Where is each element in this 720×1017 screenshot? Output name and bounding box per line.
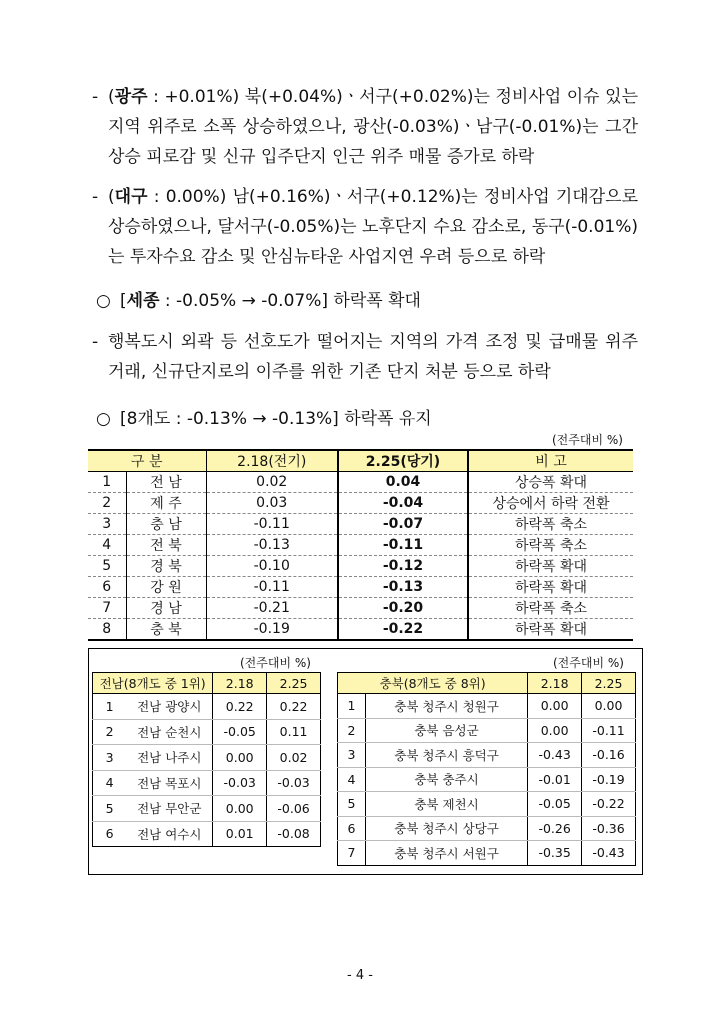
table-row xyxy=(93,796,321,822)
curr-value: 0.00 xyxy=(582,694,636,719)
prev-value: -0.19 xyxy=(206,619,338,641)
table-row xyxy=(93,719,321,745)
table-row xyxy=(338,694,636,719)
prev-value: -0.35 xyxy=(528,841,582,866)
prev-value: -0.11 xyxy=(206,577,338,598)
header-prev: 2.18 xyxy=(213,673,267,694)
prev-value: -0.05 xyxy=(213,719,267,745)
region-name: 전남 광양시 xyxy=(126,694,212,720)
region-label-gwangju: 광주 xyxy=(114,87,148,107)
chungbuk-table xyxy=(337,672,636,866)
row-number: 8 xyxy=(88,619,126,641)
region-label-sejong: 세종 xyxy=(126,291,160,311)
eight-provinces-table xyxy=(88,449,633,641)
curr-value: -0.22 xyxy=(338,619,468,641)
prev-value: -0.21 xyxy=(206,598,338,619)
table-header-row xyxy=(93,673,321,694)
curr-value: -0.11 xyxy=(582,718,636,743)
prev-value: 0.00 xyxy=(528,694,582,719)
prev-value: -0.13 xyxy=(206,535,338,556)
prev-value: 0.02 xyxy=(206,472,338,493)
region-name: 경 북 xyxy=(126,556,206,577)
row-number: 1 xyxy=(93,694,127,720)
region-name: 전 남 xyxy=(126,472,206,493)
curr-value: -0.43 xyxy=(582,841,636,866)
row-number: 6 xyxy=(93,821,127,847)
prev-value: -0.10 xyxy=(206,556,338,577)
note: 하락폭 확대 xyxy=(468,619,633,641)
curr-value: 0.11 xyxy=(267,719,321,745)
table-row xyxy=(338,743,636,768)
note: 상승폭 확대 xyxy=(468,472,633,493)
gwangju-text: : +0.01%) 북(+0.04%)ㆍ서구(+0.02%)는 정비사업 이슈 있는 지역 위주로 소폭 상승하였으나, 광산(-0.03%)ㆍ남구(-0.01%)는 그간 상승 피로감 및 신규 입주단지 인근 위주 매물 증가로 하락 xyxy=(108,87,638,167)
curr-value: -0.04 xyxy=(338,493,468,514)
daegu-text: : 0.00%) 남(+0.16%)ㆍ서구(+0.12%)는 정비사업 기대감으로 상승하였으나, 달서구(-0.05%)는 노후단지 수요 감소로, 동구(-0.01%)는 투자수요 감소 및 안심뉴타운 사업지연 우려 등으로 하락 xyxy=(108,187,638,267)
curr-value: -0.20 xyxy=(338,598,468,619)
eight-provinces-line: [8개도 : -0.13% → -0.13%] 하락폭 유지 xyxy=(120,409,432,429)
curr-value: 0.04 xyxy=(338,472,468,493)
header-curr: 2.25(당기) xyxy=(338,450,468,472)
row-number: 3 xyxy=(338,743,366,768)
table-row xyxy=(88,493,633,514)
sejong-detail-text: 행복도시 외곽 등 선호도가 떨어지는 지역의 가격 조정 및 급매물 위주 거래, 신규단지로의 이주를 위한 기존 단지 처분 등으로 하락 xyxy=(108,332,638,382)
prev-value: -0.26 xyxy=(528,816,582,841)
note: 하락폭 확대 xyxy=(468,556,633,577)
prev-value: -0.01 xyxy=(528,767,582,792)
header-region: 충북(8개도 중 8위) xyxy=(338,673,528,694)
region-name: 충북 청주시 청원구 xyxy=(365,694,527,719)
table-row xyxy=(88,472,633,493)
curr-value: 0.22 xyxy=(267,694,321,720)
row-number: 5 xyxy=(93,796,127,822)
dash-marker: - xyxy=(92,87,99,107)
region-name: 전 북 xyxy=(126,535,206,556)
region-name: 충북 음성군 xyxy=(365,718,527,743)
paren-open: ( xyxy=(108,87,115,107)
table-row xyxy=(93,821,321,847)
left-table-unit: (전주대비 %) xyxy=(240,656,311,670)
region-name: 충북 청주시 서원구 xyxy=(365,841,527,866)
prev-value: -0.03 xyxy=(213,770,267,796)
region-name: 충북 제천시 xyxy=(365,792,527,817)
note: 하락폭 축소 xyxy=(468,514,633,535)
circle-marker: ○ xyxy=(96,409,111,429)
row-number: 3 xyxy=(88,514,126,535)
curr-value: -0.36 xyxy=(582,816,636,841)
region-name: 전남 여수시 xyxy=(126,821,212,847)
table-row xyxy=(338,841,636,866)
region-name: 충북 청주시 흥덕구 xyxy=(365,743,527,768)
row-number: 4 xyxy=(338,767,366,792)
jeonnam-table xyxy=(92,672,321,847)
row-number: 1 xyxy=(88,472,126,493)
row-number: 5 xyxy=(88,556,126,577)
curr-value: -0.22 xyxy=(582,792,636,817)
prev-value: -0.05 xyxy=(528,792,582,817)
row-number: 5 xyxy=(338,792,366,817)
row-number: 3 xyxy=(93,745,127,771)
region-name: 강 원 xyxy=(126,577,206,598)
table-row xyxy=(88,556,633,577)
table-row xyxy=(88,514,633,535)
region-name: 충북 충주시 xyxy=(365,767,527,792)
region-name: 전남 나주시 xyxy=(126,745,212,771)
note: 상승에서 하락 전환 xyxy=(468,493,633,514)
curr-value: -0.13 xyxy=(338,577,468,598)
prev-value: 0.00 xyxy=(213,745,267,771)
note: 하락폭 축소 xyxy=(468,598,633,619)
table-row xyxy=(338,792,636,817)
row-number: 2 xyxy=(338,718,366,743)
table-row xyxy=(338,767,636,792)
table-row xyxy=(88,598,633,619)
region-name: 전남 순천시 xyxy=(126,719,212,745)
row-number: 2 xyxy=(93,719,127,745)
note: 하락폭 확대 xyxy=(468,577,633,598)
gwangju-paragraph xyxy=(92,82,638,172)
paren-open: ( xyxy=(108,187,115,207)
header-category: 구 분 xyxy=(88,450,206,472)
table-row xyxy=(93,694,321,720)
sejong-heading xyxy=(96,286,421,316)
dash-marker: - xyxy=(92,332,99,352)
row-number: 7 xyxy=(338,841,366,866)
header-region: 전남(8개도 중 1위) xyxy=(93,673,213,694)
prev-value: 0.00 xyxy=(213,796,267,822)
region-name: 전남 무안군 xyxy=(126,796,212,822)
region-name: 제 주 xyxy=(126,493,206,514)
prev-value: 0.03 xyxy=(206,493,338,514)
prev-value: 0.01 xyxy=(213,821,267,847)
table-row xyxy=(88,535,633,556)
daegu-paragraph xyxy=(92,182,638,272)
header-note: 비 고 xyxy=(468,450,633,472)
header-curr: 2.25 xyxy=(582,673,636,694)
eight-provinces-heading xyxy=(96,404,432,434)
table-row xyxy=(338,718,636,743)
sejong-rest: 하락폭 확대 xyxy=(328,291,421,311)
row-number: 6 xyxy=(88,577,126,598)
right-table-unit: (전주대비 %) xyxy=(553,656,624,670)
curr-value: 0.02 xyxy=(267,745,321,771)
main-table-unit: (전주대비 %) xyxy=(552,433,623,447)
curr-value: -0.07 xyxy=(338,514,468,535)
curr-value: -0.03 xyxy=(267,770,321,796)
prev-value: 0.00 xyxy=(528,718,582,743)
region-label-daegu: 대구 xyxy=(114,187,148,207)
row-number: 4 xyxy=(93,770,127,796)
note: 하락폭 축소 xyxy=(468,535,633,556)
header-prev: 2.18 xyxy=(528,673,582,694)
table-header-row xyxy=(88,450,633,472)
row-number: 4 xyxy=(88,535,126,556)
prev-value: 0.22 xyxy=(213,694,267,720)
table-row xyxy=(88,577,633,598)
prev-value: -0.43 xyxy=(528,743,582,768)
header-prev: 2.18(전기) xyxy=(206,450,338,472)
sejong-bracket: [세종 : -0.05% → -0.07%] xyxy=(120,291,328,311)
curr-value: -0.19 xyxy=(582,767,636,792)
curr-value: -0.16 xyxy=(582,743,636,768)
sejong-detail xyxy=(92,327,638,387)
curr-value: -0.06 xyxy=(267,796,321,822)
table-row xyxy=(338,816,636,841)
dash-marker: - xyxy=(92,187,99,207)
region-name: 전남 목포시 xyxy=(126,770,212,796)
table-row xyxy=(88,619,633,641)
region-name: 경 남 xyxy=(126,598,206,619)
row-number: 7 xyxy=(88,598,126,619)
row-number: 2 xyxy=(88,493,126,514)
row-number: 6 xyxy=(338,816,366,841)
region-name: 충북 청주시 상당구 xyxy=(365,816,527,841)
table-header-row xyxy=(338,673,636,694)
header-curr: 2.25 xyxy=(267,673,321,694)
row-number: 1 xyxy=(338,694,366,719)
table-row xyxy=(93,745,321,771)
region-name: 충 북 xyxy=(126,619,206,641)
curr-value: -0.11 xyxy=(338,535,468,556)
curr-value: -0.12 xyxy=(338,556,468,577)
table-row xyxy=(93,770,321,796)
prev-value: -0.11 xyxy=(206,514,338,535)
page-number: - 4 - xyxy=(347,968,373,983)
curr-value: -0.08 xyxy=(267,821,321,847)
circle-marker: ○ xyxy=(96,291,111,311)
region-name: 충 남 xyxy=(126,514,206,535)
